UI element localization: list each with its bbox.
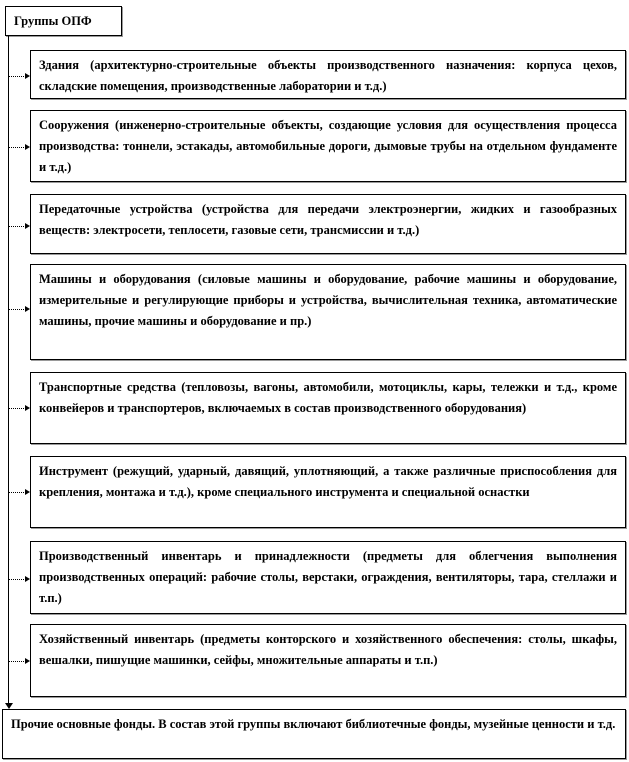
group-text: Сооружения (инженерно-строительные объекты, создающие условия для осуществления процесса производства: тоннели, эстакады, автомобильные дороги, дымовые трубы на отдельном фундаменте и т.д.)	[39, 118, 617, 174]
group-text: Прочие основные фонды. В состав этой группы включают библиотечные фонды, музейные ценности и т.д.	[11, 717, 616, 731]
group-text: Здания (архитектурно-строительные объекты производственного назначения: корпуса цехов, складские помещения, производственные лаборатории и т.д.)	[39, 58, 617, 93]
group-box-vehicles	[30, 372, 626, 444]
group-box-buildings	[30, 50, 626, 99]
group-box-transmission-devices	[30, 194, 626, 254]
trunk-connector-line	[8, 36, 9, 705]
group-box-production-inventory	[30, 541, 626, 614]
group-text: Машины и оборудования (силовые машины и оборудование, рабочие машины и оборудование, измерительные и регулирующие приборы и устройства, вычислительная техника, автоматические машины, прочие машины и оборудование и пр.)	[39, 272, 617, 328]
group-box-tools	[30, 456, 626, 528]
group-box-other-fixed-assets	[2, 709, 626, 759]
group-box-structures	[30, 110, 626, 182]
group-text: Инструмент (режущий, ударный, давящий, уплотняющий, а также различные приспособления для крепления, монтажа и т.д.), кроме специального инструмента и специальной оснастки	[39, 464, 617, 499]
group-box-machines-equipment	[30, 264, 626, 360]
group-box-household-inventory	[30, 624, 626, 697]
group-text: Производственный инвентарь и принадлежности (предметы для облегчения выполнения производственных операций: рабочие столы, верстаки, ограждения, вентиляторы, тара, стеллажи и т.п.)	[39, 549, 617, 605]
root-box	[5, 6, 122, 36]
group-text: Хозяйственный инвентарь (предметы конторского и хозяйственного обеспечения: столы, шкафы, вешалки, пишущие машинки, сейфы, множительные аппараты и т.п.)	[39, 632, 617, 667]
group-text: Передаточные устройства (устройства для передачи электроэнергии, жидких и газообразных веществ: электросети, теплосети, газовые сети, трансмиссии и т.д.)	[39, 202, 617, 237]
group-text: Транспортные средства (тепловозы, вагоны, автомобили, мотоциклы, кары, тележки и т.д., кроме конвейеров и транспортеров, включаемых в состав производственного оборудования)	[39, 380, 617, 415]
root-label: Группы ОПФ	[14, 14, 92, 28]
